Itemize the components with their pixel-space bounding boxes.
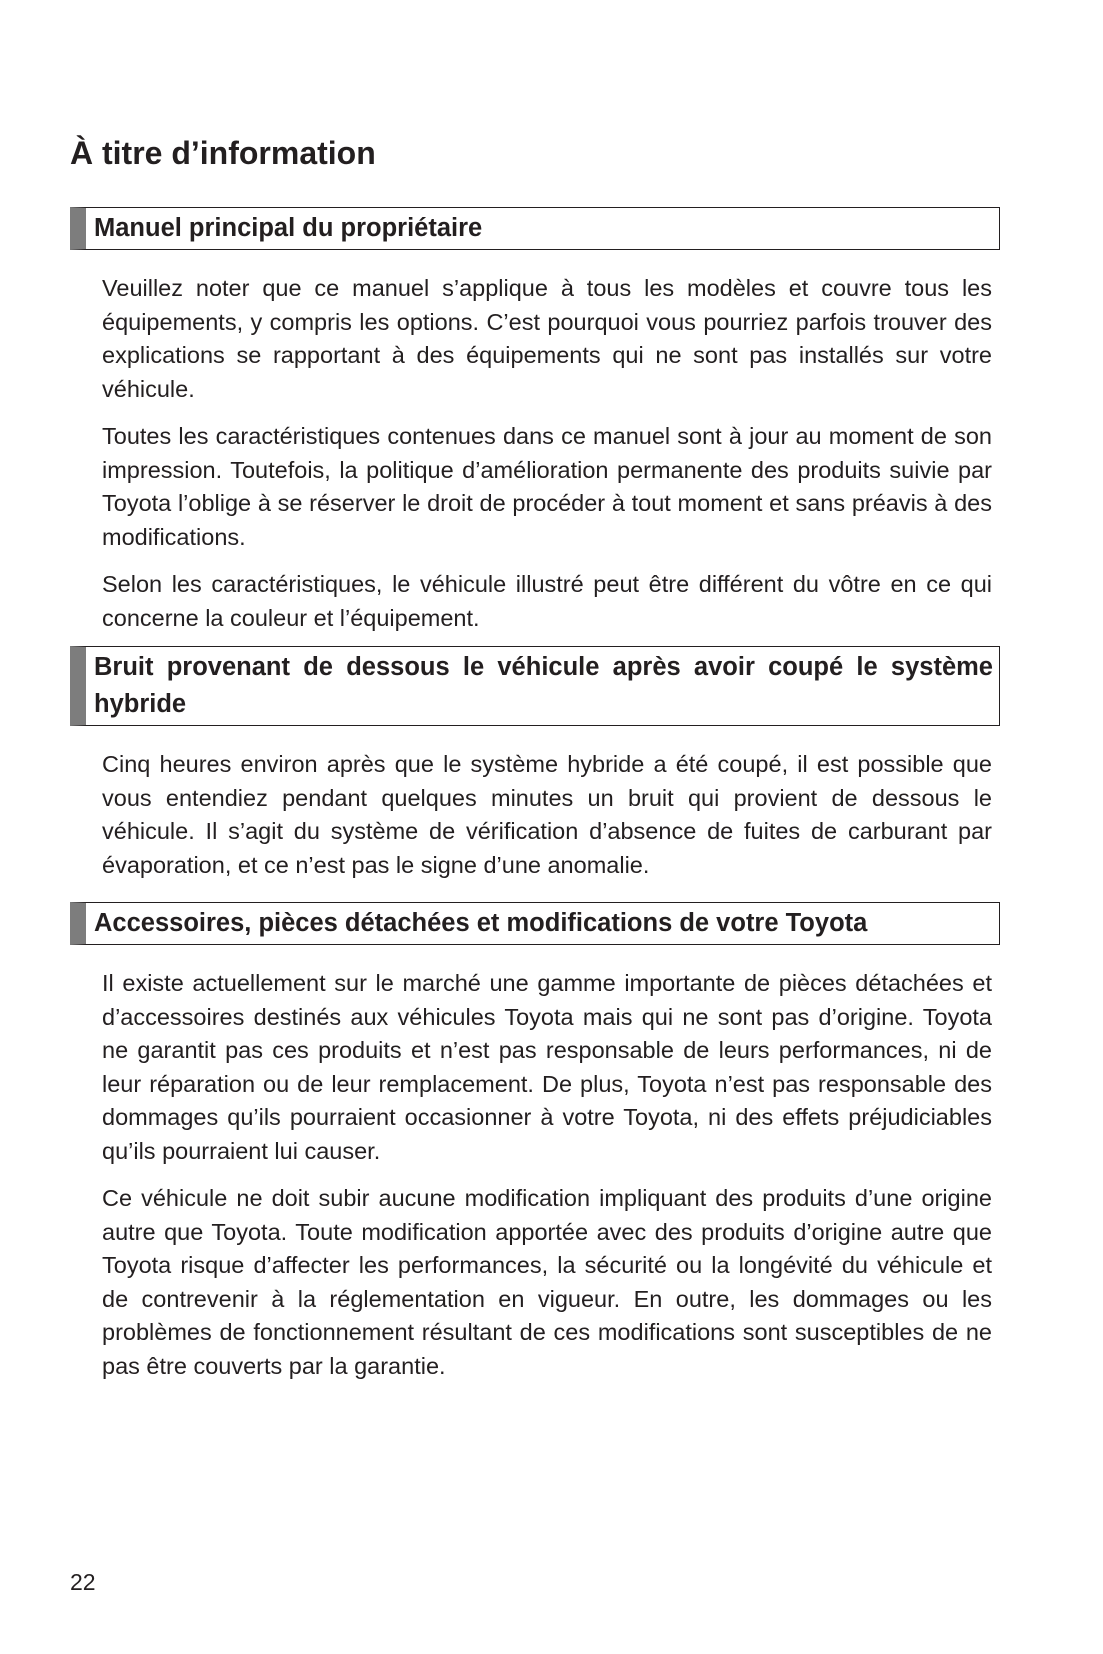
- paragraph: Veuillez noter que ce manuel s’applique à tous les modèles et couvre tous les équipements, y compris les options. C’est pourquoi vous pourriez parfois trouver des explications se rapportant à des équipements qui ne sont pas installés sur votre véhicule.: [102, 275, 992, 402]
- section-body: [102, 748, 992, 882]
- section-heading: Accessoires, pièces détachées et modifications de votre Toyota: [70, 902, 1000, 945]
- paragraph: Il existe actuellement sur le marché une gamme importante de pièces détachées et d’accessoires destinés aux véhicules Toyota mais qui ne sont pas d’origine. Toyota ne garantit pas ces produits et n’est pas responsable de leurs performances, ni de leur réparation ou de leur remplacement. De plus, Toyota n’est pas responsable des dommages qu’ils pourraient occasionner à votre Toyota, ni des effets préjudiciables qu’ils pourraient lui causer.: [102, 970, 992, 1164]
- section-heading: Manuel principal du propriétaire: [70, 207, 1000, 250]
- paragraph: Selon les caractéristiques, le véhicule illustré peut être différent du vôtre en ce qui concerne la couleur et l’équipement.: [102, 571, 992, 631]
- section-body: [102, 967, 992, 1383]
- paragraph: Ce véhicule ne doit subir aucune modification impliquant des produits d’une origine autre que Toyota. Toute modification apportée avec des produits d’origine autre que Toyota risque d’affecter les performances, la sécurité ou la longévité du véhicule et de contrevenir à la réglementation en vigueur. En outre, les dommages ou les problèmes de fonctionnement résultant de ces modifications sont susceptibles de ne pas être couverts par la garantie.: [102, 1185, 992, 1379]
- section-owners-manual: [70, 207, 1000, 649]
- section-body: [102, 272, 992, 635]
- section-accessories-modifications: [70, 902, 1000, 1397]
- section-heading: Bruit provenant de dessous le véhicule après avoir coupé le système hybride: [70, 646, 1000, 726]
- page-number: 22: [70, 1569, 96, 1595]
- page-title: À titre d’information: [70, 135, 376, 171]
- paragraph: Toutes les caractéristiques contenues dans ce manuel sont à jour au moment de son impression. Toutefois, la politique d’amélioration permanente des produits suivie par Toyota l’oblige à se réserver le droit de procéder à tout moment et sans préavis à des modifications.: [102, 423, 992, 550]
- section-noise-under-vehicle: [70, 646, 1000, 896]
- paragraph: Cinq heures environ après que le système hybride a été coupé, il est possible que vous entendiez pendant quelques minutes un bruit qui provient de dessous le véhicule. Il s’agit du système de vérification d’absence de fuites de carburant par évaporation, et ce n’est pas le signe d’une anomalie.: [102, 751, 992, 878]
